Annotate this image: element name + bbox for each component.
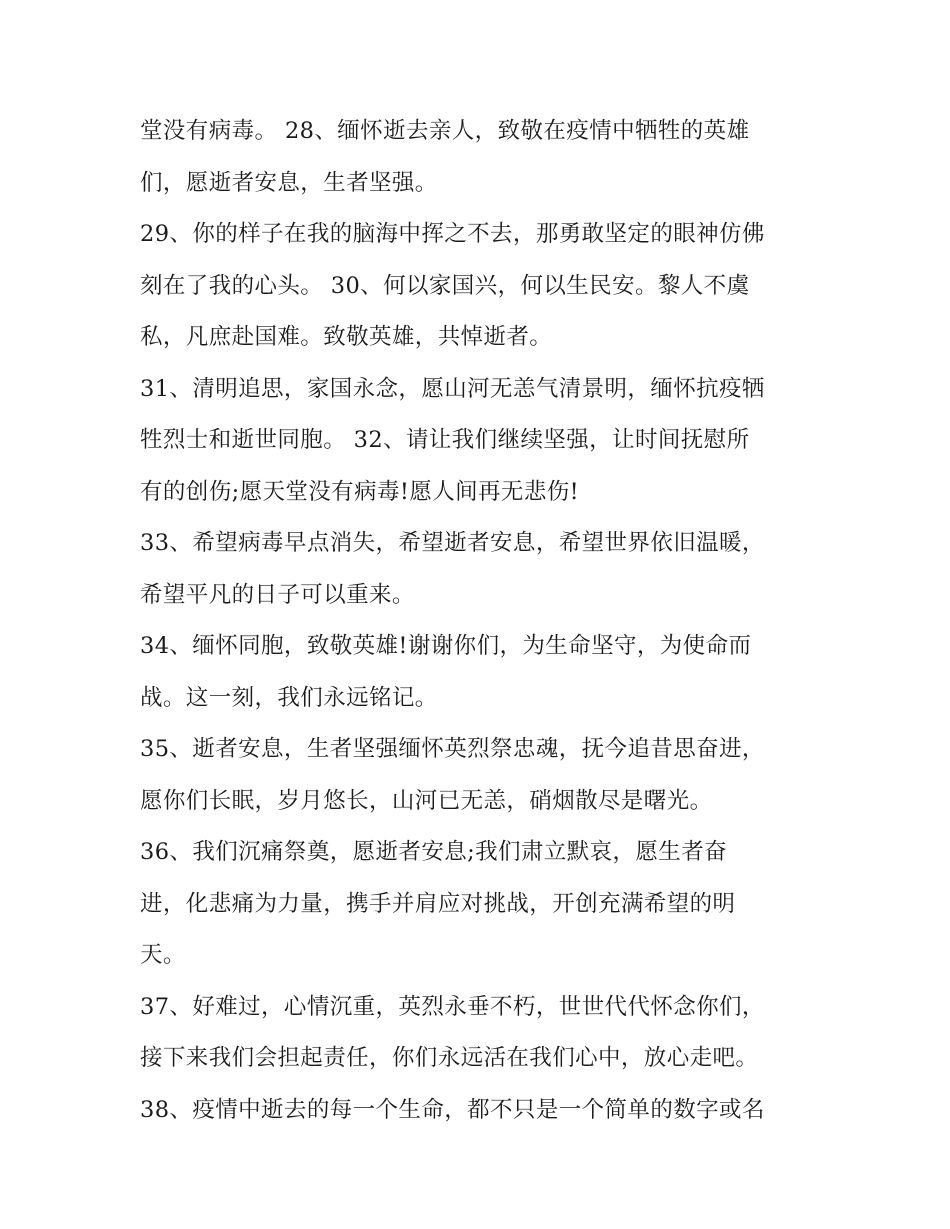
text-line: 私，凡庶赴国难。致敬英雄，共悼逝者。 [140,324,553,350]
text-line: 愿你们长眠，岁月悠长，山河已无恙，硝烟散尽是曙光。 [140,787,713,814]
text-line: 31、清明追思，家国永念，愿山河无恙气清景明，缅怀抗疫牺 [140,375,765,402]
text-line: 有的创伤;愿天堂没有病毒!愿人间再无悲伤! [140,478,580,505]
text-line: 希望平凡的日子可以重来。 [140,581,415,608]
text-line: 36、我们沉痛祭奠，愿逝者安息;我们肃立默哀，愿生者奋 [140,839,728,865]
text-line: 牲烈士和逝世同胞。 32、请让我们继续坚强，让时间抚慰所 [140,427,750,453]
text-line: 接下来我们会担起责任，你们永远活在我们心中，放心走吧。 [140,1045,759,1071]
text-line: 天。 [140,942,186,968]
text-line: 33、希望病毒早点消失，希望逝者安息，希望世界依旧温暖， [140,530,765,556]
text-line: 刻在了我的心头。 30、何以家国兴，何以生民安。黎人不虞 [140,272,750,299]
document-page [140,106,820,1136]
text-line: 进，化悲痛为力量，携手并肩应对挑战，开创充满希望的明 [140,890,736,917]
text-line: 37、好难过，心情沉重，英烈永垂不朽，世世代代怀念你们， [140,993,765,1020]
text-line: 38、疫情中逝去的每一个生命，都不只是一个简单的数字或名 [140,1096,765,1123]
text-line: 们，愿逝者安息，生者坚强。 [140,169,438,196]
text-line: 战。这一刻，我们永远铭记。 [140,684,438,711]
text-line: 35、逝者安息，生者坚强缅怀英烈祭忠魂，抚今追昔思奋进， [140,736,765,762]
text-line: 34、缅怀同胞，致敬英雄!谢谢你们，为生命坚守，为使命而 [140,633,752,659]
text-line: 堂没有病毒。 28、缅怀逝去亲人，致敬在疫情中牺牲的英雄 [140,118,750,144]
text-line: 29、你的样子在我的脑海中挥之不去，那勇敢坚定的眼神仿佛 [140,221,765,247]
